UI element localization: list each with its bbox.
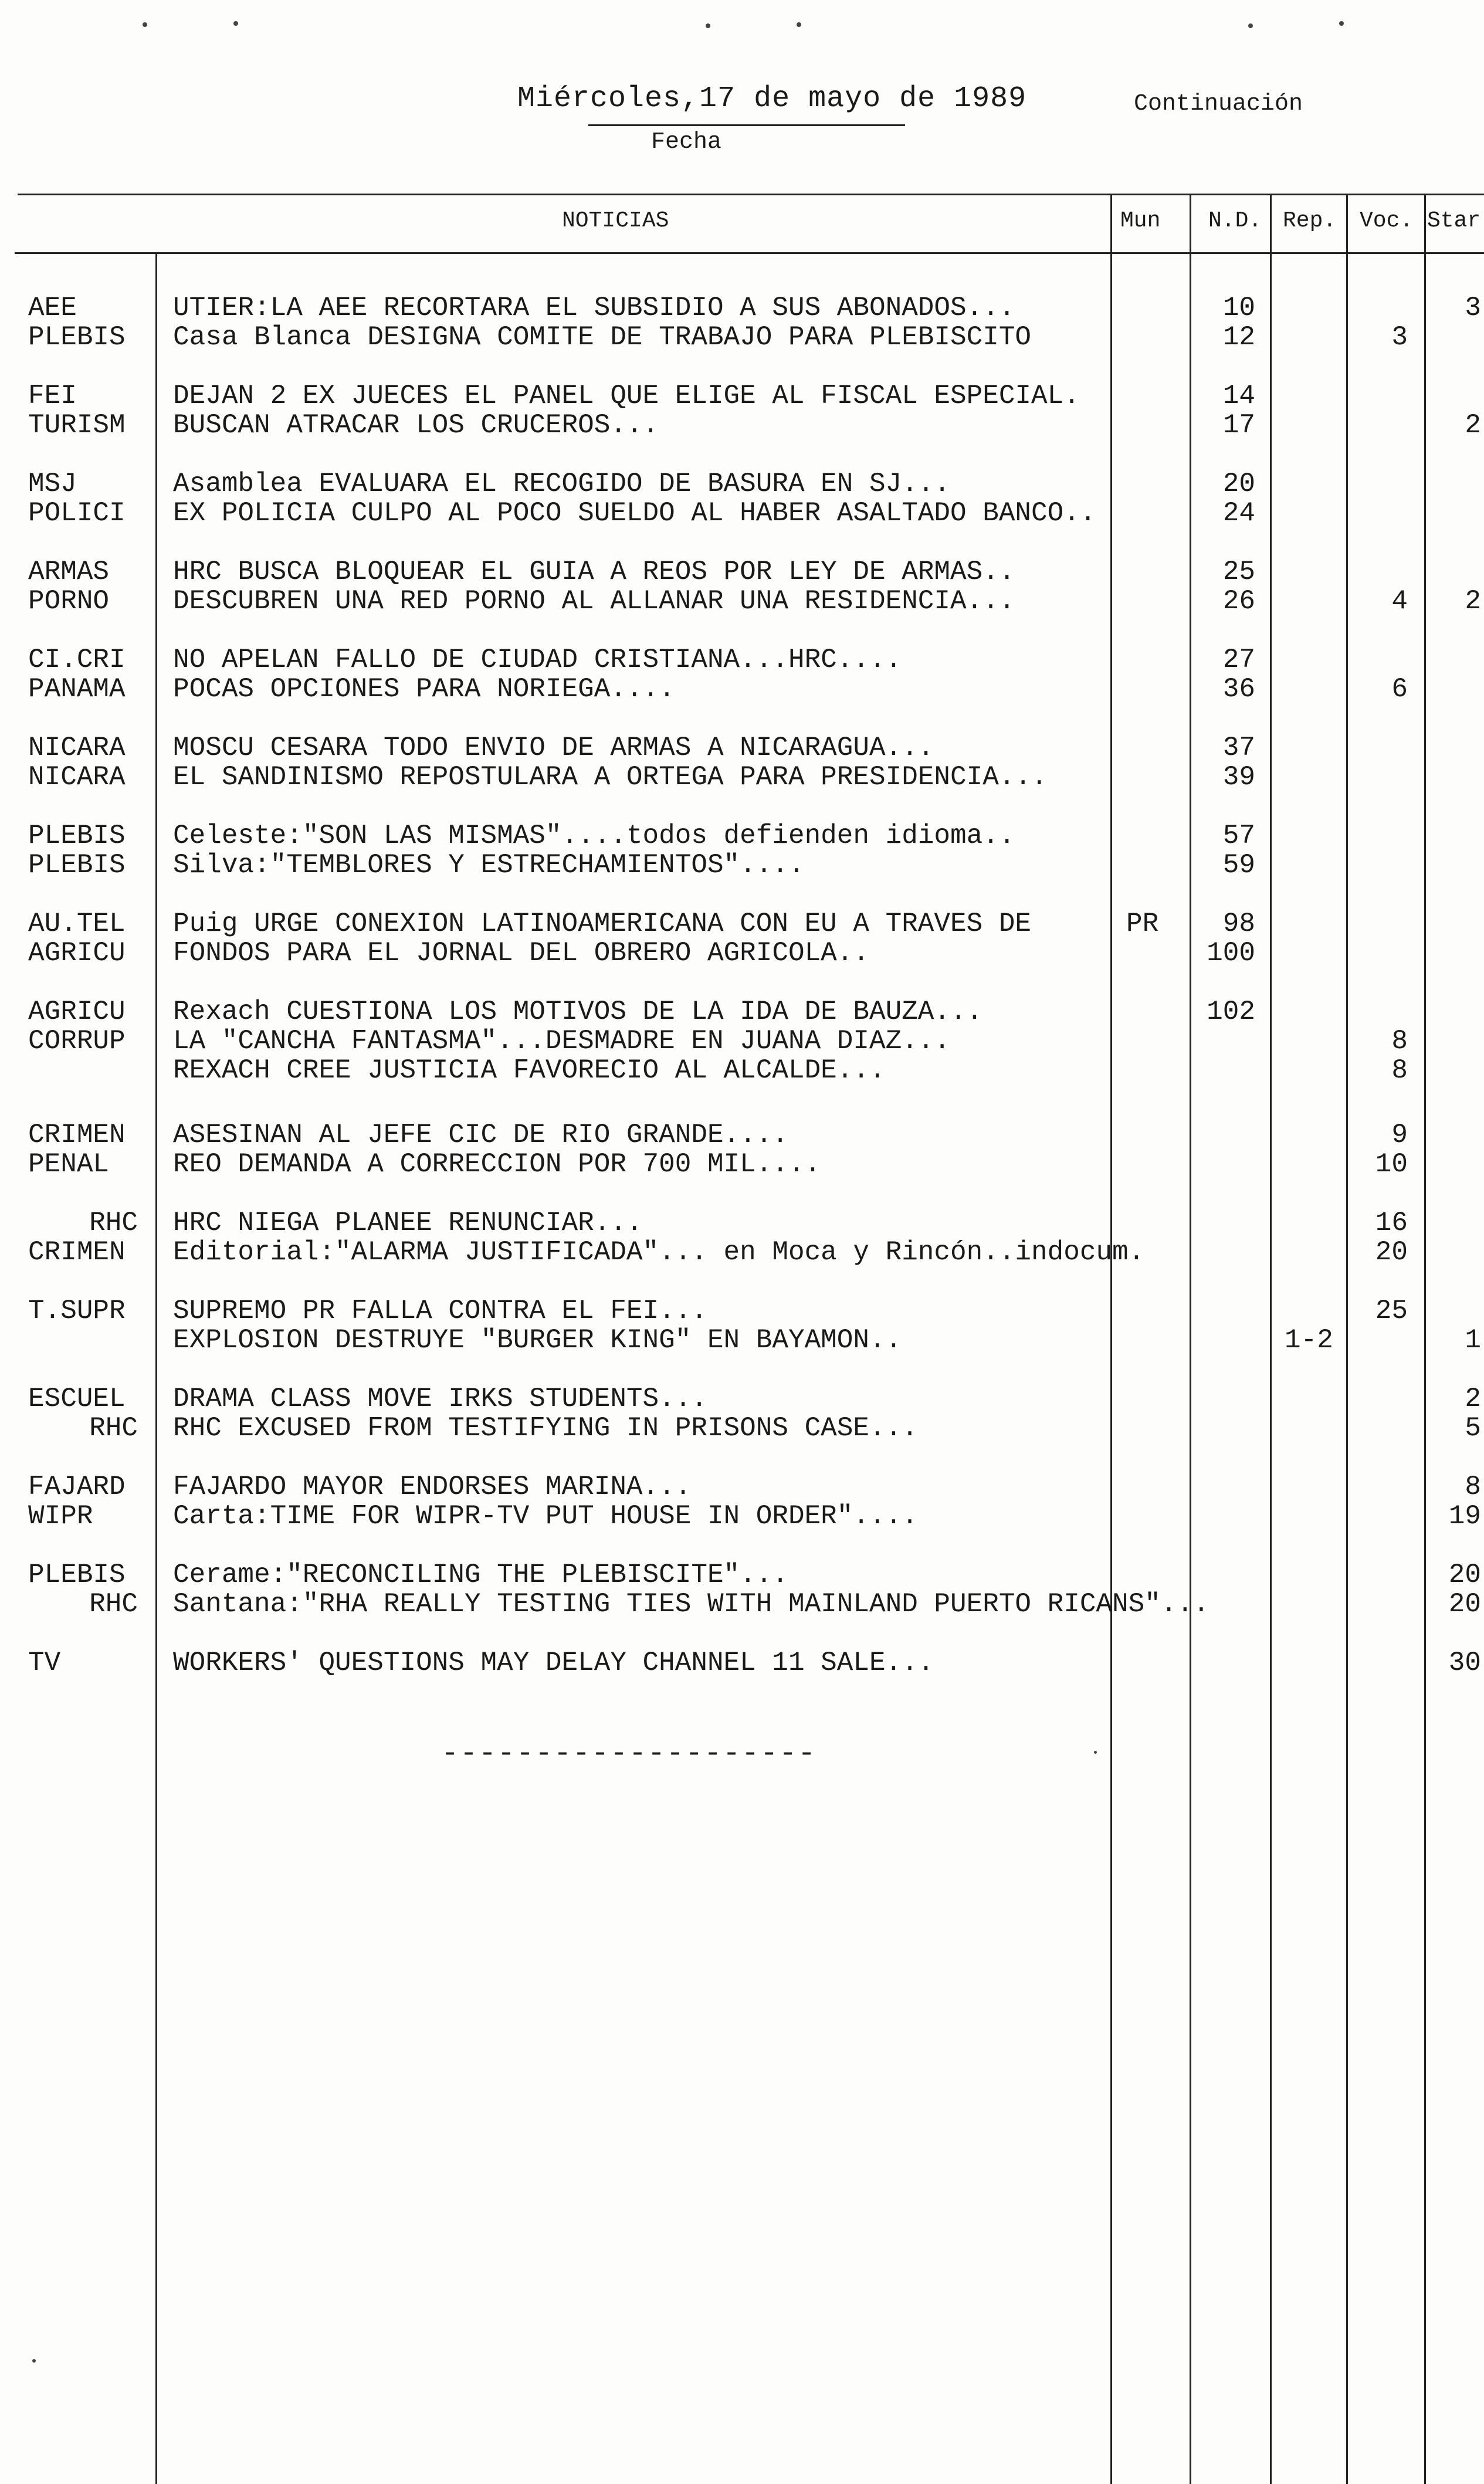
row-title: DRAMA CLASS MOVE IRKS STUDENTS... xyxy=(173,1384,707,1414)
column-header-rep: Rep. xyxy=(1283,208,1337,233)
row-title: RHC EXCUSED FROM TESTIFYING IN PRISONS CASE... xyxy=(173,1413,918,1443)
row-title: DEJAN 2 EX JUECES EL PANEL QUE ELIGE AL FISCAL ESPECIAL. xyxy=(173,381,1080,411)
row-nd: 37 xyxy=(1222,733,1255,763)
row-nd: 14 xyxy=(1222,381,1255,411)
table-row xyxy=(0,1026,1484,1056)
row-section: AGRICU xyxy=(28,997,126,1027)
row-voc: 3 xyxy=(1391,322,1408,353)
table-row xyxy=(0,1296,1484,1326)
table-row xyxy=(0,557,1484,587)
table-row xyxy=(0,1120,1484,1150)
scan-speck xyxy=(32,2359,36,2363)
row-title: HRC NIEGA PLANEE RENUNCIAR... xyxy=(173,1208,643,1238)
row-voc: 16 xyxy=(1375,1208,1408,1238)
table-row xyxy=(0,293,1484,323)
end-separator: -------------------- xyxy=(441,1737,817,1771)
row-mun: PR xyxy=(1126,909,1159,939)
row-section: PLEBIS xyxy=(28,322,126,353)
row-title: Carta:TIME FOR WIPR-TV PUT HOUSE IN ORDER".... xyxy=(173,1501,918,1531)
table-row xyxy=(0,821,1484,850)
row-section: NICARA xyxy=(28,733,126,763)
row-section: PORNO xyxy=(28,586,110,616)
table-row xyxy=(0,1326,1484,1355)
row-title: Casa Blanca DESIGNA COMITE DE TRABAJO PARA PLEBISCITO xyxy=(173,322,1032,353)
row-title: DESCUBREN UNA RED PORNO AL ALLANAR UNA RESIDENCIA... xyxy=(173,586,1015,616)
row-title: FONDOS PARA EL JORNAL DEL OBRERO AGRICOLA.. xyxy=(173,938,869,968)
row-title: FAJARDO MAYOR ENDORSES MARINA... xyxy=(173,1472,692,1502)
row-star: 30 xyxy=(1448,1648,1481,1678)
row-title: LA "CANCHA FANTASMA"...DESMADRE EN JUANA DIAZ... xyxy=(173,1026,951,1056)
table-header-rule xyxy=(15,252,1484,254)
row-voc: 8 xyxy=(1391,1026,1408,1056)
row-section: PANAMA xyxy=(28,674,126,704)
scan-speck xyxy=(233,21,238,26)
row-section: RHC xyxy=(89,1589,138,1619)
table-row xyxy=(0,938,1484,968)
row-title: SUPREMO PR FALLA CONTRA EL FEI... xyxy=(173,1296,707,1326)
row-title: Editorial:"ALARMA JUSTIFICADA"... en Moca y Rincón..indocum. xyxy=(173,1237,1145,1268)
row-title: ASESINAN AL JEFE CIC DE RIO GRANDE.... xyxy=(173,1120,788,1150)
row-star: 20 xyxy=(1448,1589,1481,1619)
row-section: AEE xyxy=(28,293,77,323)
table-row xyxy=(0,675,1484,704)
row-voc: 10 xyxy=(1375,1149,1408,1180)
row-title: Celeste:"SON LAS MISMAS"....todos defienden idioma.. xyxy=(173,821,1015,851)
table-row xyxy=(0,323,1484,352)
column-header-noticias: NOTICIAS xyxy=(562,208,669,233)
row-section: TURISM xyxy=(28,410,126,440)
row-title: EL SANDINISMO REPOSTULARA A ORTEGA PARA PRESIDENCIA... xyxy=(173,762,1048,792)
row-section: ARMAS xyxy=(28,557,110,587)
row-voc: 4 xyxy=(1391,586,1408,616)
scan-speck xyxy=(706,23,710,28)
table-top-rule xyxy=(18,194,1484,195)
row-section: FEI xyxy=(28,381,77,411)
row-rep: 1-2 xyxy=(1285,1325,1333,1355)
row-voc: 9 xyxy=(1391,1120,1408,1150)
table-row xyxy=(0,850,1484,880)
row-title: MOSCU CESARA TODO ENVIO DE ARMAS A NICARAGUA... xyxy=(173,733,934,763)
scan-speck xyxy=(1094,1751,1097,1754)
row-star: 2 xyxy=(1465,1384,1481,1414)
row-nd: 24 xyxy=(1222,498,1255,528)
row-section: NICARA xyxy=(28,762,126,792)
continuation-label: Continuación xyxy=(1134,91,1303,117)
column-header-mun: Mun xyxy=(1120,208,1161,233)
row-title: EXPLOSION DESTRUYE "BURGER KING" EN BAYAMON.. xyxy=(173,1325,902,1355)
scan-speck xyxy=(797,22,801,27)
table-row xyxy=(0,645,1484,675)
row-section: T.SUPR xyxy=(28,1296,126,1326)
row-title: UTIER:LA AEE RECORTARA EL SUBSIDIO A SUS ABONADOS... xyxy=(173,293,1015,323)
row-section: AGRICU xyxy=(28,938,126,968)
row-title: REO DEMANDA A CORRECCION POR 700 MIL.... xyxy=(173,1149,821,1180)
row-star: 1 xyxy=(1465,1325,1481,1355)
row-nd: 20 xyxy=(1222,469,1255,499)
row-section: CORRUP xyxy=(28,1026,126,1056)
row-section: CI.CRI xyxy=(28,645,126,675)
row-title: BUSCAN ATRACAR LOS CRUCEROS... xyxy=(173,410,659,440)
row-title: HRC BUSCA BLOQUEAR EL GUIA A REOS POR LEY DE ARMAS.. xyxy=(173,557,1015,587)
row-nd: 57 xyxy=(1222,821,1255,851)
row-title: REXACH CREE JUSTICIA FAVORECIO AL ALCALDE... xyxy=(173,1055,886,1086)
row-nd: 36 xyxy=(1222,674,1255,704)
scan-speck xyxy=(1248,23,1253,28)
row-section: ESCUEL xyxy=(28,1384,126,1414)
row-title: Rexach CUESTIONA LOS MOTIVOS DE LA IDA DE BAUZA... xyxy=(173,997,983,1027)
table-row xyxy=(0,733,1484,763)
scan-speck xyxy=(1339,21,1344,26)
row-title: WORKERS' QUESTIONS MAY DELAY CHANNEL 11 SALE... xyxy=(173,1648,934,1678)
row-star: 20 xyxy=(1448,1560,1481,1590)
table-row xyxy=(0,997,1484,1026)
table-row xyxy=(0,1590,1484,1619)
row-nd: 100 xyxy=(1207,938,1255,968)
table-row xyxy=(0,1150,1484,1179)
table-row xyxy=(0,1238,1484,1267)
scan-speck xyxy=(143,22,147,27)
table-row xyxy=(0,1208,1484,1238)
row-section: POLICI xyxy=(28,498,126,528)
report-date: Miércoles,17 de mayo de 1989 xyxy=(517,82,1027,116)
row-section: CRIMEN xyxy=(28,1237,126,1268)
table-row xyxy=(0,909,1484,938)
row-voc: 6 xyxy=(1391,674,1408,704)
table-row xyxy=(0,469,1484,499)
table-row xyxy=(0,1414,1484,1443)
row-title: Santana:"RHA REALLY TESTING TIES WITH MAINLAND PUERTO RICANS"... xyxy=(173,1589,1209,1619)
row-nd: 98 xyxy=(1222,909,1255,939)
row-section: TV xyxy=(28,1648,61,1678)
table-row xyxy=(0,1056,1484,1085)
row-title: Cerame:"RECONCILING THE PLEBISCITE"... xyxy=(173,1560,788,1590)
row-star: 19 xyxy=(1448,1501,1481,1531)
column-header-voc: Voc. xyxy=(1360,208,1414,233)
row-star: 2 xyxy=(1465,410,1481,440)
row-nd: 39 xyxy=(1222,762,1255,792)
row-voc: 20 xyxy=(1375,1237,1408,1268)
row-section: RHC xyxy=(89,1413,138,1443)
row-section: MSJ xyxy=(28,469,77,499)
row-nd: 25 xyxy=(1222,557,1255,587)
row-title: POCAS OPCIONES PARA NORIEGA.... xyxy=(173,674,675,704)
date-label: Fecha xyxy=(651,129,722,155)
row-section: AU.TEL xyxy=(28,909,126,939)
table-row xyxy=(0,587,1484,616)
row-section: CRIMEN xyxy=(28,1120,126,1150)
row-title: NO APELAN FALLO DE CIUDAD CRISTIANA...HRC.... xyxy=(173,645,902,675)
row-section: WIPR xyxy=(28,1501,93,1531)
row-title: EX POLICIA CULPO AL POCO SUELDO AL HABER ASALTADO BANCO.. xyxy=(173,498,1096,528)
row-section: RHC xyxy=(89,1208,138,1238)
table-row xyxy=(0,499,1484,528)
column-header-star: Star xyxy=(1427,208,1481,233)
row-star: 3 xyxy=(1465,293,1481,323)
table-row xyxy=(0,1502,1484,1531)
row-voc: 8 xyxy=(1391,1055,1408,1086)
column-header-nd: N.D. xyxy=(1208,208,1262,233)
row-section: PENAL xyxy=(28,1149,110,1180)
row-title: Puig URGE CONEXION LATINOAMERICANA CON EU A TRAVES DE xyxy=(173,909,1032,939)
table-row xyxy=(0,1560,1484,1590)
row-title: Asamblea EVALUARA EL RECOGIDO DE BASURA EN SJ... xyxy=(173,469,951,499)
table-row xyxy=(0,381,1484,411)
table-row xyxy=(0,1472,1484,1502)
table-row xyxy=(0,763,1484,792)
row-nd: 17 xyxy=(1222,410,1255,440)
row-section: PLEBIS xyxy=(28,821,126,851)
row-section: PLEBIS xyxy=(28,850,126,880)
table-row xyxy=(0,1648,1484,1678)
row-nd: 27 xyxy=(1222,645,1255,675)
row-nd: 26 xyxy=(1222,586,1255,616)
table-row xyxy=(0,1384,1484,1414)
row-nd: 102 xyxy=(1207,997,1255,1027)
row-nd: 12 xyxy=(1222,322,1255,353)
table-row xyxy=(0,411,1484,440)
row-title: Silva:"TEMBLORES Y ESTRECHAMIENTOS".... xyxy=(173,850,805,880)
row-nd: 10 xyxy=(1222,293,1255,323)
row-star: 2 xyxy=(1465,586,1481,616)
row-section: FAJARD xyxy=(28,1472,126,1502)
row-section: PLEBIS xyxy=(28,1560,126,1590)
row-star: 5 xyxy=(1465,1413,1481,1443)
row-nd: 59 xyxy=(1222,850,1255,880)
row-star: 8 xyxy=(1465,1472,1481,1502)
row-voc: 25 xyxy=(1375,1296,1408,1326)
date-underline xyxy=(588,124,905,126)
